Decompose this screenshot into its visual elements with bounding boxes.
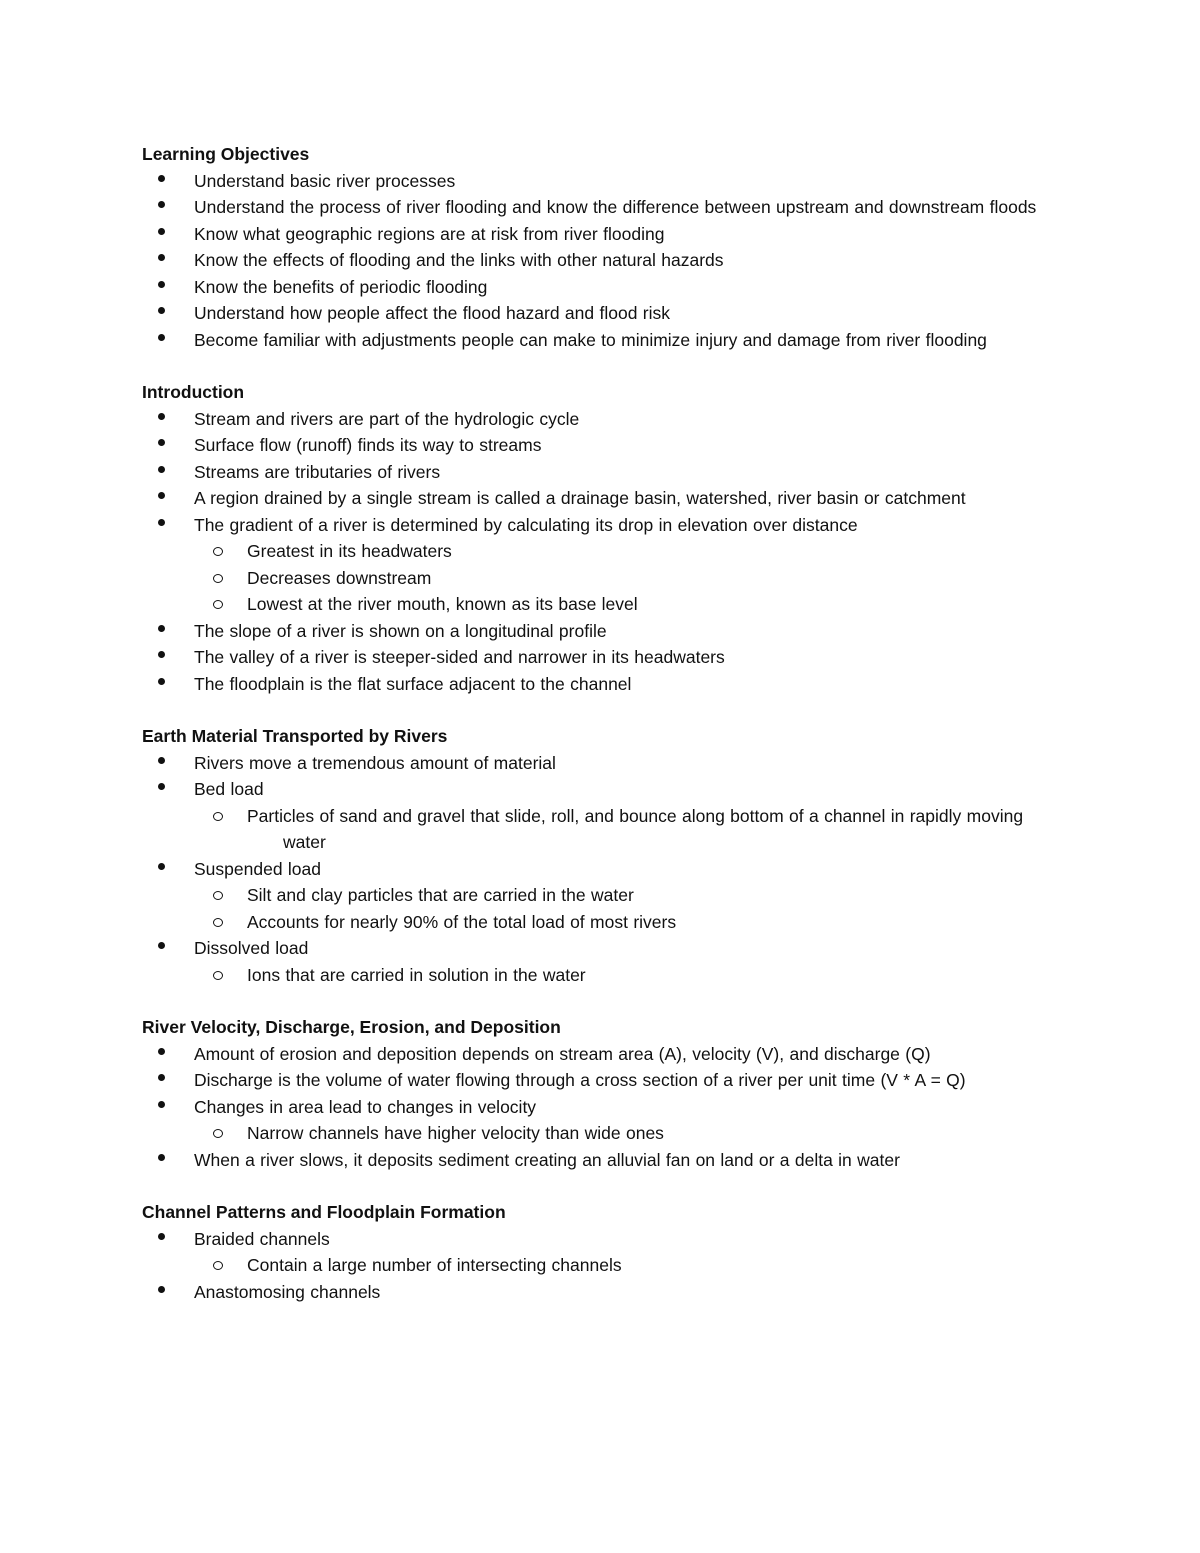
- list-item: [0, 750, 1200, 777]
- bullet-icon: [158, 334, 165, 341]
- list-item: [0, 485, 1200, 512]
- bullet-icon: [158, 942, 165, 949]
- list-item: [0, 1094, 1200, 1121]
- hollow-bullet-icon: [213, 812, 223, 821]
- list-item-text: Become familiar with adjustments people can make to minimize injury and damage from river flooding: [194, 329, 987, 350]
- bullet-icon: [158, 625, 165, 632]
- list-item-text: Streams are tributaries of rivers: [194, 461, 441, 482]
- bullet-icon: [158, 519, 165, 526]
- section: [0, 723, 1200, 988]
- list-item-text: Lowest at the river mouth, known as its base level: [247, 594, 638, 614]
- list-item-text: Understand the process of river flooding and know the difference between upstream and downstream floods: [194, 197, 1037, 217]
- list-item: [0, 221, 1200, 248]
- list-item-text: Narrow channels have higher velocity than wide ones: [247, 1123, 664, 1143]
- sub-list-item: [0, 1252, 1200, 1279]
- list-item: [0, 644, 1200, 671]
- bullet-list: [0, 168, 1200, 354]
- list-item-text: Silt and clay particles that are carried in the water: [247, 885, 634, 905]
- list-item-text: Changes in area lead to changes in velocity: [194, 1096, 537, 1117]
- list-item-text: Anastomosing channels: [194, 1281, 381, 1302]
- list-item: [0, 1147, 1200, 1174]
- section-heading: Learning Objectives: [142, 144, 310, 164]
- hollow-bullet-icon: [213, 918, 223, 927]
- list-item: [0, 1226, 1200, 1253]
- list-item-text: The slope of a river is shown on a longitudinal profile: [194, 620, 607, 641]
- list-item: [0, 776, 1200, 803]
- bullet-icon: [158, 651, 165, 658]
- bullet-icon: [158, 175, 165, 182]
- sub-list-item: [0, 1120, 1200, 1147]
- bullet-icon: [158, 1286, 165, 1293]
- list-item-text: When a river slows, it deposits sediment creating an alluvial fan on land or a delta in water: [194, 1149, 900, 1170]
- list-item-text: Understand basic river processes: [194, 170, 456, 191]
- list-item: [0, 935, 1200, 962]
- bullet-list: [0, 1226, 1200, 1306]
- bullet-icon: [158, 1154, 165, 1161]
- list-item-text: A region drained by a single stream is called a drainage basin, watershed, river basin or catchment: [194, 488, 966, 508]
- sub-list-item: [0, 909, 1200, 936]
- sub-list-item: [0, 538, 1200, 565]
- list-item-text: Bed load: [194, 779, 264, 799]
- bullet-icon: [158, 1233, 165, 1240]
- list-item: [0, 247, 1200, 274]
- hollow-bullet-icon: [213, 1129, 223, 1138]
- sub-list-item: [0, 962, 1200, 989]
- bullet-list: [0, 750, 1200, 989]
- list-item-text: Suspended load: [194, 858, 321, 879]
- sub-list-item: [0, 803, 1200, 856]
- hollow-bullet-icon: [213, 574, 223, 583]
- list-item-text: Particles of sand and gravel that slide, roll, and bounce along bottom of a channel in rapidly moving water: [247, 805, 1024, 852]
- list-item-text: Contain a large number of intersecting channels: [247, 1255, 622, 1275]
- hollow-bullet-icon: [213, 891, 223, 900]
- list-item-text: Braided channels: [194, 1228, 330, 1249]
- bullet-icon: [158, 281, 165, 288]
- sub-list-item: [0, 565, 1200, 592]
- bullet-icon: [158, 1101, 165, 1108]
- list-item-text: Know the effects of flooding and the links with other natural hazards: [194, 250, 724, 270]
- section: [0, 1014, 1200, 1173]
- list-item-text: Know the benefits of periodic flooding: [194, 276, 488, 297]
- bullet-icon: [158, 307, 165, 314]
- list-item-text: Ions that are carried in solution in the water: [247, 964, 586, 985]
- list-item: [0, 671, 1200, 698]
- bullet-icon: [158, 492, 165, 499]
- list-item: [0, 194, 1200, 221]
- list-item-text: Understand how people affect the flood hazard and flood risk: [194, 303, 671, 323]
- bullet-icon: [158, 783, 165, 790]
- bullet-icon: [158, 1048, 165, 1055]
- list-item: [0, 327, 1200, 354]
- list-item: [0, 274, 1200, 301]
- hollow-bullet-icon: [213, 600, 223, 609]
- list-item: [0, 512, 1200, 539]
- list-item: [0, 1041, 1200, 1068]
- list-item-text: Amount of erosion and deposition depends on stream area (A), velocity (V), and discharge (Q): [194, 1043, 931, 1064]
- list-item-text: Discharge is the volume of water flowing through a cross section of a river per unit time (V * A = Q): [194, 1070, 966, 1090]
- bullet-list: [0, 1041, 1200, 1174]
- list-item: [0, 459, 1200, 486]
- bullet-icon: [158, 228, 165, 235]
- bullet-icon: [158, 439, 165, 446]
- bullet-list: [0, 406, 1200, 698]
- list-item: [0, 432, 1200, 459]
- bullet-icon: [158, 254, 165, 261]
- hollow-bullet-icon: [213, 971, 223, 980]
- section-heading: Earth Material Transported by Rivers: [142, 726, 448, 746]
- bullet-icon: [158, 863, 165, 870]
- list-item-text: Rivers move a tremendous amount of material: [194, 752, 556, 773]
- bullet-icon: [158, 201, 165, 208]
- list-item: [0, 168, 1200, 195]
- sub-list-item: [0, 591, 1200, 618]
- list-item: [0, 856, 1200, 883]
- sub-list-item: [0, 882, 1200, 909]
- section: [0, 141, 1200, 353]
- list-item-text: Surface flow (runoff) finds its way to streams: [194, 435, 542, 455]
- section-heading: River Velocity, Discharge, Erosion, and Deposition: [142, 1017, 561, 1037]
- list-item-text: Stream and rivers are part of the hydrologic cycle: [194, 408, 580, 429]
- bullet-icon: [158, 1074, 165, 1081]
- section-heading: Introduction: [142, 382, 245, 402]
- list-item-text: The floodplain is the flat surface adjacent to the channel: [194, 673, 632, 694]
- hollow-bullet-icon: [213, 1261, 223, 1270]
- list-item: [0, 300, 1200, 327]
- list-item: [0, 618, 1200, 645]
- list-item-text: Dissolved load: [194, 938, 309, 958]
- bullet-icon: [158, 466, 165, 473]
- list-item-text: The valley of a river is steeper-sided and narrower in its headwaters: [194, 647, 725, 667]
- section: [0, 1199, 1200, 1305]
- list-item-text: Know what geographic regions are at risk from river flooding: [194, 223, 665, 244]
- list-item: [0, 1067, 1200, 1094]
- list-item: [0, 406, 1200, 433]
- list-item-text: Greatest in its headwaters: [247, 541, 452, 561]
- document-page: [0, 141, 1200, 1305]
- list-item-text: Accounts for nearly 90% of the total load of most rivers: [247, 911, 677, 932]
- section: [0, 379, 1200, 697]
- list-item: [0, 1279, 1200, 1306]
- bullet-icon: [158, 413, 165, 420]
- list-item-text: The gradient of a river is determined by calculating its drop in elevation over distance: [194, 514, 858, 535]
- section-heading: Channel Patterns and Floodplain Formation: [142, 1202, 506, 1222]
- hollow-bullet-icon: [213, 547, 223, 556]
- bullet-icon: [158, 757, 165, 764]
- list-item-text: Decreases downstream: [247, 567, 432, 588]
- bullet-icon: [158, 678, 165, 685]
